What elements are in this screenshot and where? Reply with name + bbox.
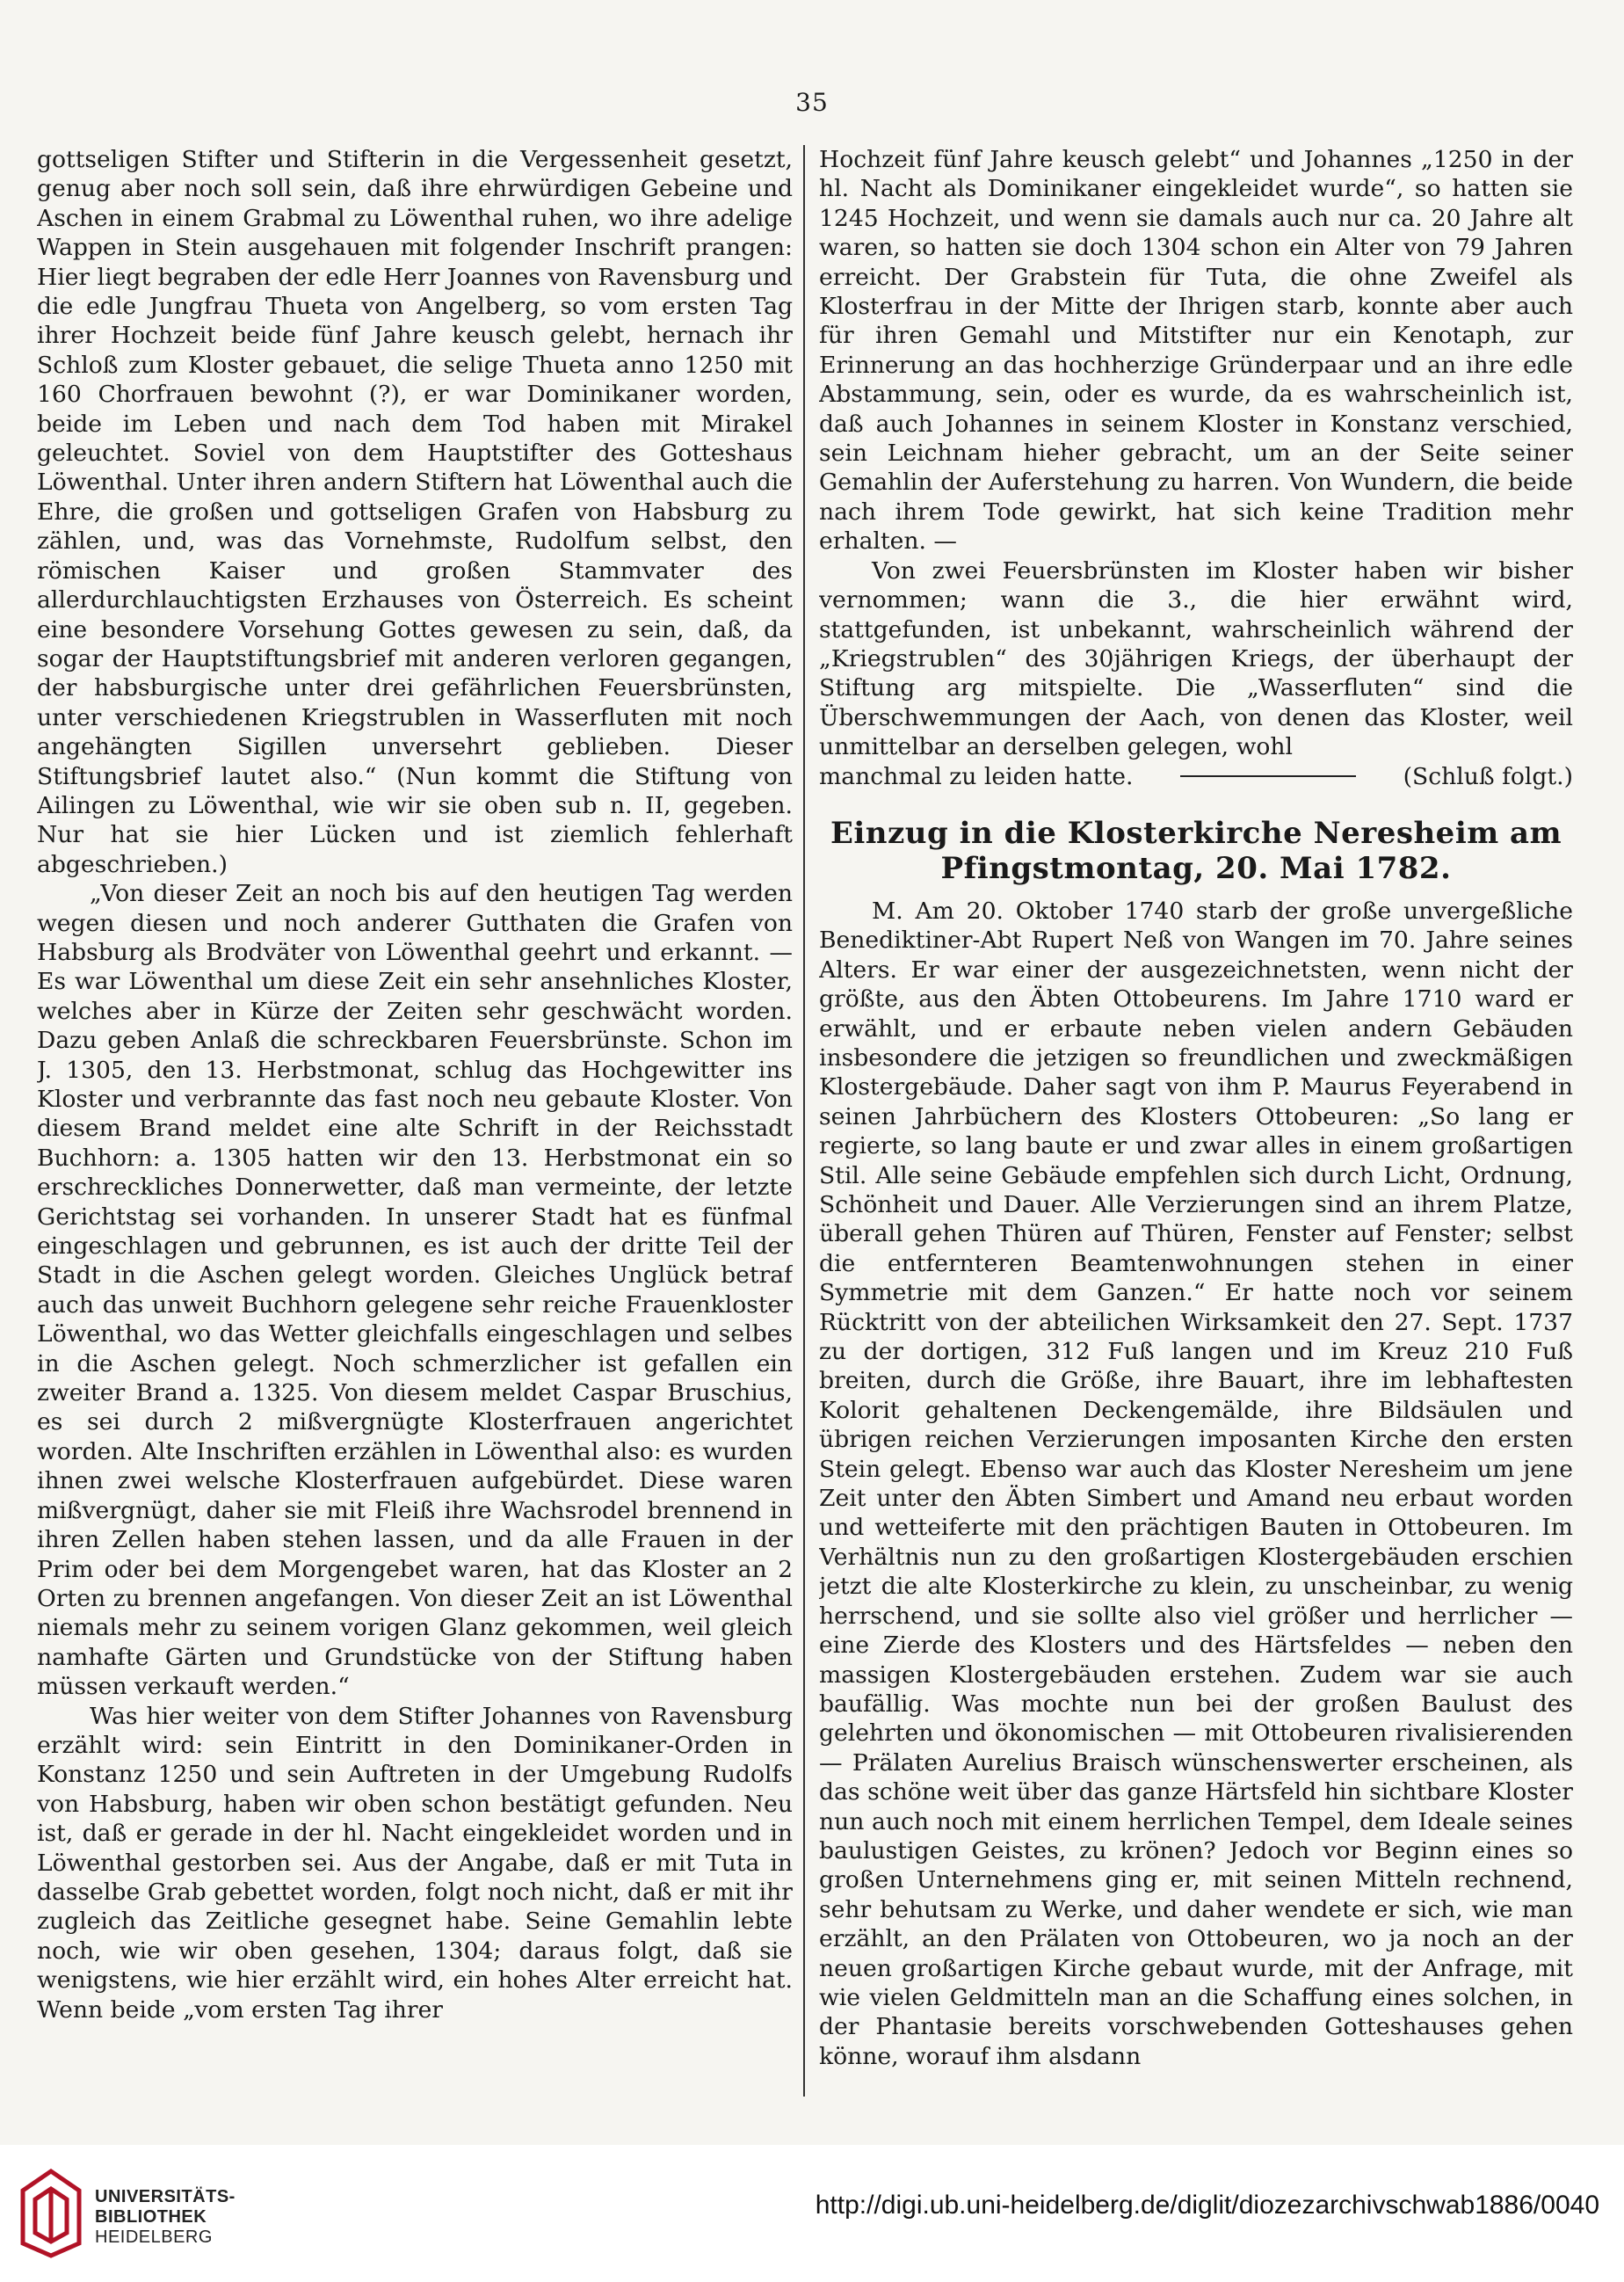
- page-number: 35: [795, 88, 829, 117]
- paragraph-last-line: manchmal zu leiden hatte.: [819, 762, 1134, 790]
- right-paragraph-2: Von zwei Feuersbrünsten im Kloster haben wir bisher vernommen; wann die 3., die hier erwähnt wird, stattgefunden, ist unbekannt, wahrscheinlich während der „Kriegstrublen“ des 30jährigen Kriegs, der überhaupt der Stiftung arg mitspielte. Die „Wasserfluten“ sind die Überschwemmungen der Aach, von denen das Kloster, weil unmittelbar an derselben gelegen, wohl: [819, 556, 1573, 761]
- right-paragraph-3: M. Am 20. Oktober 1740 starb der große unvergeßliche Benediktiner-Abt Rupert Neß von Wangen im 70. Jahre seines Alters. Er war einer der ausgezeichnetsten, wenn nicht der größte, aus den Äbten Ottobeurens. Im Jahre 1710 ward er erwählt, und er erbaute neben vielen andern Gebäuden insbesondere die jetzigen so freundlichen und zweckmäßigen Klostergebäude. Daher sagt von ihm P. Maurus Feyerabend in seinen Jahrbüchern des Klosters Ottobeuren: „So lang er regierte, so lang baute er und zwar alles in einem großartigen Stil. Alle seine Gebäude empfehlen sich durch Licht, Ordnung, Schönheit und Dauer. Alle Verzierungen sind an ihrem Platze, überall gehen Thüren auf Thüren, Fenster auf Fenster; selbst die entfernteren Beamtenwohnungen stehen in einer Symmetrie mit dem Ganzen.“ Er hatte noch vor seinem Rücktritt von der abteilichen Wirksamkeit den 27. Sept. 1737 zu der dortigen, 312 Fuß langen und im Kreuz 210 Fuß breiten, durch die Größe, ihre Bauart, ihre im lebhaftesten Kolorit gehaltenen Deckengemälde, ihre Bildsäulen und übrigen reichen Verzierungen imposanten Kirche den ersten Stein gelegt. Ebenso war auch das Kloster Neresheim um jene Zeit unter den Äbten Simbert und Amand neu erbaut worden und wetteiferte mit den prächtigen Bauten in Ottobeuren. Im Verhältnis nun zu den großartigen Klostergebäuden erschien jetzt die alte Klosterkirche zu klein, zu unscheinbar, zu wenig herrschend, und sie sollte also viel größer und herrlicher — eine Zierde des Klosters und des Härtsfeldes — neben den massigen Klostergebäuden erstehen. Zudem war sie auch baufällig. Was mochte nun bei der großen Baulust des gelehrten und ökonomischen — mit Ottobeuren rivalisierenden — Prälaten Aurelius Braisch wünschenswerter erscheinen, als das schöne weit über das ganze Härtsfeld hin sichtbare Kloster nun auch noch mit einem herrlichen Tempel, dem Ideale seines baulustigen Geistes, zu krönen? Jedoch vor Beginn eines so großen Unternehmens ging er, mit seinen Mitteln rechnend, sehr behutsam zu Werke, und daher wendete er sich, wie man erzählt, an den Prälaten von Ottobeuren, wo ja noch an der neuen großartigen Kirche gebaut wurde, mit der Anfrage, mit wie vielen Geldmitteln man an die Schaffung eines solchen, in der Phantasie bereits vorschwebenden Gotteshauses gehen könne, worauf ihm alsdann: [819, 897, 1573, 2070]
- article-title-line-1: Einzug in die Klosterkirche Neresheim am: [830, 815, 1562, 851]
- library-name-line-1: UNIVERSITÄTS-: [95, 2187, 236, 2206]
- left-paragraph-3: Was hier weiter von dem Stifter Johannes von Ravensburg erzählt wird: sein Eintritt in den Dominikaner-Orden in Konstanz 1250 und sein Auftreten in der Umgebung Rudolfs von Habsburg, haben wir oben schon bestätigt gefunden. Neu ist, daß er gerade in der hl. Nacht eingekleidet worden und in Löwenthal gestorben sei. Aus der Angabe, daß er mit Tuta in dasselbe Grab gebettet worden, folgt noch nicht, daß er mit ihr zugleich das Zeitliche gesegnet habe. Seine Gemahlin lebte noch, wie wir oben gesehen, 1304; daraus folgt, daß sie wenigstens, wie hier erzählt wird, ein hohes Alter erreicht hat. Wenn beide „vom ersten Tag ihrer: [37, 1702, 793, 2024]
- library-name-line-3: HEIDELBERG: [95, 2227, 213, 2247]
- left-paragraph-2: „Von dieser Zeit an noch bis auf den heutigen Tag werden wegen diesen und noch anderer Gutthaten die Grafen von Habsburg als Brodväter von Löwenthal geehrt und erkannt. — Es war Löwenthal um diese Zeit ein sehr ansehnliches Kloster, welches aber in Kürze der Zeiten sehr geschwächt worden. Dazu geben Anlaß die schreckbaren Feuersbrünste. Schon im J. 1305, den 13. Herbstmonat, schlug das Hochgewitter ins Kloster und verbrannte das fast noch neu gebaute Kloster. Von diesem Brand meldet eine alte Schrift in der Reichsstadt Buchhorn: a. 1305 hatten wir den 13. Herbstmonat ein so erschreckliches Donnerwetter, daß man vermeinte, der letzte Gerichtstag sei vorhanden. In unserer Stadt hat es fünfmal eingeschlagen und gebrunnen, es ist auch der dritte Teil der Stadt in die Aschen gelegt worden. Gleiches Unglück betraf auch das unweit Buchhorn gelegene sehr reiche Frauenkloster Löwenthal, wo das Wetter gleichfalls eingeschlagen und selbes in die Aschen gelegt. Noch schmerzlicher ist gefallen ein zweiter Brand a. 1325. Von diesem meldet Caspar Bruschius, es sei durch 2 mißvergnügte Klosterfrauen angerichtet worden. Alte Inschriften erzählen in Löwenthal also: es wurden ihnen zwei welsche Klosterfrauen aufgebürdet. Diese waren mißvergnügt, daher sie mit Fleiß ihre Wachsrodel brennend in ihren Zellen haben stehen lassen, und da alle Frauen in der Prim oder bei dem Morgengebet waren, hat das Kloster an 2 Orten zu brennen angefangen. Von dieser Zeit an ist Löwenthal niemals mehr zu seinem vorigen Glanz gekommen, weil gleich namhafte Gärten und Grundstücke von der Stiftung haben müssen verkauft werden.“: [37, 880, 793, 1701]
- left-column: [37, 145, 793, 2118]
- right-paragraph-1: Hochzeit fünf Jahre keusch gelebt“ und Johannes „1250 in der hl. Nacht als Dominikaner eingekleidet wurde“, so hatten sie 1245 Hochzeit, und wenn sie damals auch nur ca. 20 Jahre alt waren, so hatten sie doch 1304 schon ein Alter von 79 Jahren erreicht. Der Grabstein für Tuta, die ohne Zweifel als Klosterfrau in der Mitte der Ihrigen starb, konnte aber auch für ihren Gemahl und Mitstifter nur ein Kenotaph, zur Erinnerung an das hochherzige Gründerpaar und an ihre edle Abstammung, sein, oder es wurde, da es wahrscheinlich ist, daß auch Johannes in seinem Kloster in Konstanz verschied, sein Leichnam hieher gebracht, um an der Seite seiner Gemahlin der Auferstehung zu harren. Von Wundern, die beide nach ihrem Tode gewirkt, hat sich keine Tradition mehr erhalten. —: [819, 146, 1573, 556]
- signoff-rule: [1180, 775, 1356, 777]
- university-seal-icon: [16, 2164, 86, 2261]
- right-column: [819, 145, 1573, 2118]
- left-paragraph-1: gottseligen Stifter und Stifterin in die Vergessenheit gesetzt, genug aber noch soll sein, daß ihre ehrwürdigen Gebeine und Aschen in einem Grabmal zu Löwenthal ruhen, wo ihre adelige Wappen in Stein ausgehauen mit folgender Inschrift prangen: Hier liegt begraben der edle Herr Joannes von Ravensburg und die edle Jungfrau Thueta von Angelberg, so vom ersten Tag ihrer Hochzeit beide fünf Jahre keusch gelebt, hernach ihr Schloß zum Kloster gebauet, die selige Thueta anno 1250 mit 160 Chorfrauen bewohnt (?), er war Dominikaner worden, beide im Leben und nach dem Tod haben mit Mirakel geleuchtet. Soviel von dem Hauptstifter des Gotteshaus Löwenthal. Unter ihren andern Stiftern hat Löwenthal auch die Ehre, die großen und gottseligen Grafen von Habsburg zu zählen, und, was das Vornehmste, Rudolfum selbst, den römischen Kaiser und großen Stammvater des allerdurchlauchtigsten Erzhauses von Österreich. Es scheint eine besondere Vorsehung Gottes gewesen zu sein, daß, da sogar der Hauptstiftungsbrief mit anderen verloren gegangen, der habsburgische unter drei gefährlichen Feuersbrünsten, unter verschiedenen Kriegstrublen in Wasserfluten mit noch angehängten Sigillen unversehrt geblieben. Dieser Stiftungsbrief lautet also.“ (Nun kommt die Stiftung von Ailingen zu Löwenthal, wie wir sie oben sub n. II, gegeben. Nur hat sie hier Lücken und ist ziemlich fehlerhaft abgeschrieben.): [37, 146, 793, 878]
- continuation-note: (Schluß folgt.): [1403, 762, 1573, 790]
- library-name-line-2: BIBLIOTHEK: [95, 2207, 207, 2227]
- source-url[interactable]: http://digi.ub.uni-heidelberg.de/diglit/diozezarchivschwab1886/0040: [815, 2191, 1599, 2220]
- library-name: [95, 2187, 236, 2248]
- signoff-row: [819, 762, 1573, 791]
- article-title-line-2: Pfingstmontag, 20. Mai 1782.: [940, 850, 1452, 886]
- column-divider: [803, 145, 805, 2097]
- article-title: [819, 816, 1573, 886]
- library-footer: [0, 2145, 1624, 2282]
